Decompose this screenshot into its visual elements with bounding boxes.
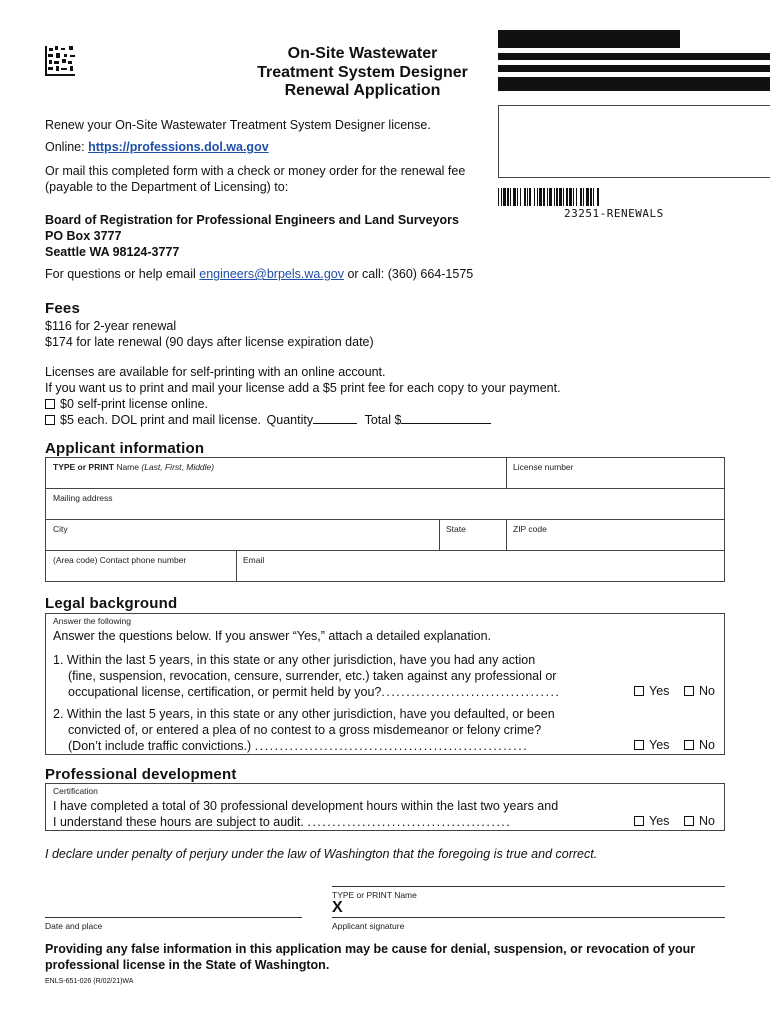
barcode-bar xyxy=(513,188,516,206)
prof-no-option[interactable]: No xyxy=(684,814,715,828)
license-label: License number xyxy=(513,462,574,472)
city-field[interactable] xyxy=(53,524,68,534)
total-field[interactable] xyxy=(401,423,491,424)
barcode-bar xyxy=(556,188,558,206)
barcode-bar xyxy=(593,188,594,206)
online-url-link[interactable]: https://professions.dol.wa.gov xyxy=(88,140,269,154)
barcode-bar xyxy=(576,188,577,206)
q2-yes-option[interactable]: Yes xyxy=(634,738,669,752)
zip-field[interactable] xyxy=(513,524,547,534)
title-line: Renewal Application xyxy=(284,82,441,99)
address-line: PO Box 3777 xyxy=(45,229,122,243)
q1-no-option[interactable]: No xyxy=(684,684,715,698)
zip-label: ZIP code xyxy=(513,524,547,534)
print-info-2: If you want us to print and mail your license add a $5 print fee for each copy to your payment. xyxy=(45,381,561,395)
office-use-box xyxy=(498,105,770,178)
help-suffix: or call: (360) 664-1575 xyxy=(347,267,474,281)
barcode-bar xyxy=(507,188,509,206)
legal-question-1 xyxy=(53,652,560,700)
prof-box-label: Certification xyxy=(53,786,98,796)
signature-line[interactable] xyxy=(332,917,725,918)
mail-line: (payable to the Department of Licensing) to: xyxy=(45,180,289,194)
legal-intro: Answer the questions below. If you answer “Yes,” attach a detailed explanation. xyxy=(53,629,492,643)
type-print-name-label: TYPE or PRINT Name xyxy=(332,890,417,900)
barcode-bar xyxy=(524,188,526,206)
license-number-field[interactable] xyxy=(513,462,573,472)
self-print-option[interactable] xyxy=(45,396,561,412)
leader-dots: ......................................... xyxy=(307,815,512,829)
state-field[interactable] xyxy=(446,524,466,534)
barcode-bar xyxy=(549,188,552,206)
barcode xyxy=(498,188,720,206)
legal-box-label: Answer the following xyxy=(53,616,131,626)
barcode-bar xyxy=(520,188,521,206)
barcode-bar xyxy=(597,188,599,206)
q1-line: (fine, suspension, revocation, censure, surrender, etc.) taken against any professional or xyxy=(68,669,557,683)
barcode-bar xyxy=(559,188,562,206)
quantity-label: Quantity xyxy=(266,413,314,427)
print-options xyxy=(45,364,561,428)
mailing-address-field[interactable] xyxy=(53,493,113,503)
prof-line: I understand these hours are subject to audit. ......................................... xyxy=(53,815,512,829)
barcode-bar xyxy=(503,188,506,206)
prof-yes-option[interactable]: Yes xyxy=(634,814,669,828)
q2-no-checkbox[interactable] xyxy=(684,740,694,750)
dol-print-label: $5 each. DOL print and mail license. xyxy=(60,413,262,427)
prof-yes-checkbox[interactable] xyxy=(634,816,644,826)
barcode-bar xyxy=(563,188,564,206)
name-label-italic: (Last, First, Middle) xyxy=(141,462,215,472)
leader-dots: .................................... xyxy=(381,685,561,699)
date-place-label: Date and place xyxy=(45,921,103,931)
help-email-link[interactable]: engineers@brpels.wa.gov xyxy=(199,267,344,281)
signature-x-mark: X xyxy=(332,899,343,916)
fee-2yr: $116 for 2-year renewal xyxy=(45,319,177,333)
prof-box xyxy=(45,783,725,831)
barcode-bar xyxy=(547,188,548,206)
fee-late: $174 for late renewal (90 days after license expiration date) xyxy=(45,335,374,349)
q1-line: occupational license, certification, or permit held by you?.................................... xyxy=(68,685,561,699)
barcode-bar xyxy=(590,188,592,206)
legal-question-2 xyxy=(53,706,555,754)
q2-line: 2. Within the last 5 years, in this state or any other jurisdiction, have you defaulted, or been xyxy=(53,707,555,721)
barcode-bar xyxy=(580,188,582,206)
date-place-line[interactable] xyxy=(45,917,302,918)
applicant-signature-label: Applicant signature xyxy=(332,921,405,931)
barcode-bar xyxy=(573,188,574,206)
phone-label: (Area code) Contact phone number xyxy=(53,555,187,565)
barcode-bar xyxy=(527,188,528,206)
self-print-checkbox[interactable] xyxy=(45,399,55,409)
mail-instructions xyxy=(45,163,465,195)
barcode-bar xyxy=(583,188,584,206)
intro-text: Renew your On-Site Wastewater Treatment System Designer license. xyxy=(45,118,431,132)
fees-lines xyxy=(45,318,374,350)
header-bars xyxy=(498,30,680,91)
state-label: State xyxy=(446,524,466,534)
barcode-bar xyxy=(566,188,568,206)
barcode-bar xyxy=(517,188,518,206)
email-label: Email xyxy=(243,555,265,565)
online-line xyxy=(45,139,269,155)
barcode-bar xyxy=(529,188,531,206)
q1-yes-option[interactable]: Yes xyxy=(634,684,669,698)
q1-line: 1. Within the last 5 years, in this state or any other jurisdiction, have you had any action xyxy=(53,653,536,667)
legal-box xyxy=(45,613,725,755)
warning-line: professional license in the State of Washington. xyxy=(45,958,330,972)
q1-no-checkbox[interactable] xyxy=(684,686,694,696)
barcode-bar xyxy=(569,188,572,206)
applicant-box xyxy=(45,457,725,582)
barcode-bar xyxy=(534,188,535,206)
q2-line: (Don’t include traffic convictions.) ....................................................... xyxy=(68,739,529,753)
total-label: Total $ xyxy=(364,413,402,427)
q1-yes-checkbox[interactable] xyxy=(634,686,644,696)
online-label: Online: xyxy=(45,140,85,154)
form-title xyxy=(220,45,505,101)
name-label: Name xyxy=(116,462,139,472)
applicant-heading: Applicant information xyxy=(45,440,205,457)
name-line[interactable] xyxy=(332,886,725,887)
barcode-bar xyxy=(501,188,502,206)
barcode-bar xyxy=(554,188,555,206)
self-print-label: $0 self-print license online. xyxy=(60,397,208,411)
address-line: Board of Registration for Professional Engineers and Land Surveyors xyxy=(45,213,459,227)
barcode-bar xyxy=(539,188,542,206)
title-line: Treatment System Designer xyxy=(257,63,468,81)
q2-yes-checkbox[interactable] xyxy=(634,740,644,750)
name-field[interactable] xyxy=(53,462,214,472)
mailing-address xyxy=(45,212,459,260)
prof-statement xyxy=(53,798,558,830)
q2-line: convicted of, or entered a plea of no contest to a gross misdemeanor or felony crime? xyxy=(68,723,542,737)
phone-field[interactable] xyxy=(53,555,186,565)
help-prefix: For questions or help email xyxy=(45,267,196,281)
prof-line: I have completed a total of 30 professional development hours within the last two years and xyxy=(53,799,559,813)
print-info-1: Licenses are available for self-printing with an online account. xyxy=(45,365,386,379)
help-line xyxy=(45,266,473,282)
barcode-bar xyxy=(510,188,511,206)
barcode-bar xyxy=(543,188,545,206)
barcode-caption: 23251-RENEWALS xyxy=(564,207,664,220)
declaration: I declare under penalty of perjury under the law of Washington that the foregoing is true and correct. xyxy=(45,847,598,861)
mailing-label: Mailing address xyxy=(53,493,113,503)
barcode-bar xyxy=(586,188,589,206)
form-number: ENLS-651-026 (R/02/21)WA xyxy=(45,978,134,985)
fees-heading: Fees xyxy=(45,300,80,317)
email-field[interactable] xyxy=(243,555,264,565)
dol-print-option[interactable] xyxy=(45,412,561,428)
false-info-warning xyxy=(45,941,695,973)
prof-heading: Professional development xyxy=(45,766,237,783)
title-line: On-Site Wastewater xyxy=(287,45,438,62)
warning-line: Providing any false information in this application may be cause for denial, suspension, or revocation of your xyxy=(45,942,696,956)
prof-no-checkbox[interactable] xyxy=(684,816,694,826)
legal-heading: Legal background xyxy=(45,595,178,612)
leader-dots: ....................................................... xyxy=(254,739,529,753)
city-label: City xyxy=(53,524,68,534)
address-line: Seattle WA 98124-3777 xyxy=(45,245,180,259)
barcode-bar xyxy=(498,188,499,206)
datamatrix-code xyxy=(45,46,75,76)
mail-line: Or mail this completed form with a check or money order for the renewal fee xyxy=(45,164,466,178)
barcode-bar xyxy=(537,188,538,206)
q2-no-option[interactable]: No xyxy=(684,738,715,752)
dol-print-checkbox[interactable] xyxy=(45,415,55,425)
quantity-field[interactable] xyxy=(313,423,357,424)
name-label-bold: TYPE or PRINT xyxy=(53,462,114,472)
